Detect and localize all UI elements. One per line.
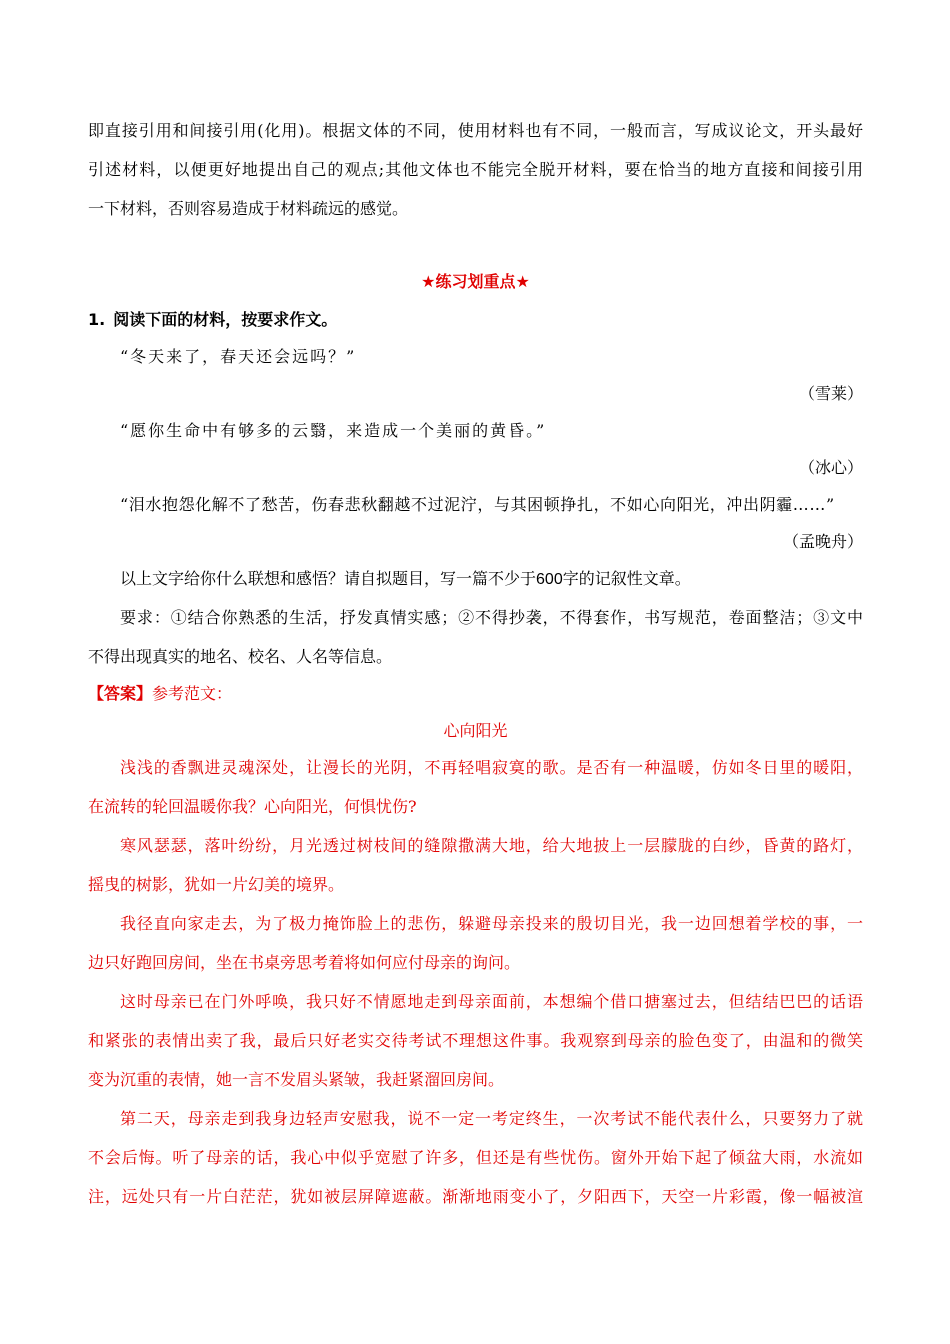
essay-line-5: 我径直向家走去，为了极力掩饰脸上的悲伤，躲避母亲投来的殷切目光，我一边回想着学校的事，一 — [120, 914, 863, 933]
essay-title: 心向阳光 — [443, 721, 508, 740]
essay-line-9: 变为沉重的表情，她一言不发眉头紧皱，我赶紧溜回房间。 — [88, 1070, 505, 1089]
section-title: ★练习划重点★ — [421, 272, 530, 291]
intro-line-1: 即直接引用和间接引用(化用)。根据文体的不同，使用材料也有不同，一般而言，写成议论文，开头最好 — [88, 121, 863, 140]
essay-line-3: 寒风瑟瑟，落叶纷纷，月光透过树枝间的缝隙撒满大地，给大地披上一层朦胧的白纱，昏黄的路灯， — [120, 836, 863, 855]
essay-line-11: 不会后悔。听了母亲的话，我心中似乎宽慰了许多，但还是有些忧伤。窗外开始下起了倾盆大雨，水流如 — [88, 1148, 863, 1167]
quote-3-text: “泪水抱怨化解不了愁苦，伤春悲秋翻越不过泥泞，与其困顿挣扎，不如心向阳光，冲出阴霾……” — [120, 495, 835, 514]
essay-line-8: 和紧张的表情出卖了我，最后只好老实交待考试不理想这件事。我观察到母亲的脸色变了，由温和的微笑 — [88, 1031, 863, 1050]
question-number: 1. — [88, 310, 106, 329]
quote-2-author: （冰心） — [798, 458, 863, 477]
intro-line-3: 一下材料，否则容易造成于材料疏远的感觉。 — [88, 199, 409, 218]
quote-3-author: （孟晚舟） — [782, 532, 863, 551]
answer-label-tag: 【答案】 — [88, 684, 153, 703]
essay-line-2: 在流转的轮回温暖你我？心向阳光，何惧忧伤? — [88, 797, 417, 816]
essay-line-4: 摇曳的树影，犹如一片幻美的境界。 — [88, 875, 345, 894]
quote-1-author: （雪莱） — [798, 384, 863, 403]
essay-line-10: 第二天，母亲走到我身边轻声安慰我，说不一定一考定终生，一次考试不能代表什么，只要努力了就 — [120, 1109, 863, 1128]
quote-1-text: “冬天来了，春天还会远吗？” — [120, 347, 357, 366]
question-prompt: 阅读下面的材料，按要求作文。 — [113, 310, 338, 329]
answer-label — [88, 683, 863, 705]
answer-label-suffix: 参考范文： — [152, 684, 233, 703]
requirements-line-1: 要求：①结合你熟悉的生活，抒发真情实感；②不得抄袭，不得套作，书写规范，卷面整洁；③文中 — [120, 608, 863, 627]
question-heading — [88, 309, 863, 331]
task-pre: 以上文字给你什么联想和感悟？请自拟题目，写一篇不少于 — [120, 569, 537, 588]
task-line — [120, 568, 863, 591]
essay-line-1: 浅浅的香飘进灵魂深处，让漫长的光阴，不再轻唱寂寞的歌。是否有一种温暖，仿如冬日里的暖阳， — [120, 758, 863, 777]
essay-line-12: 注，远处只有一片白茫茫，犹如被层屏障遮蔽。渐渐地雨变小了，夕阳西下，天空一片彩霞，像一幅被渲 — [88, 1187, 863, 1206]
requirements-line-2: 不得出现真实的地名、校名、人名等信息。 — [88, 647, 393, 666]
intro-line-2: 引述材料，以便更好地提出自己的观点;其他文体也不能完全脱开材料，要在恰当的地方直接和间接引用 — [88, 160, 863, 179]
quote-2-text: “愿你生命中有够多的云翳，来造成一个美丽的黄昏。” — [120, 421, 547, 440]
essay-line-7: 这时母亲已在门外呼唤，我只好不情愿地走到母亲面前，本想编个借口搪塞过去，但结结巴巴的话语 — [120, 992, 863, 1011]
task-word-count: 600 — [536, 571, 563, 588]
task-post: 字的记叙性文章。 — [562, 569, 691, 588]
essay-line-6: 边只好跑回房间，坐在书桌旁思考着将如何应付母亲的询问。 — [88, 953, 521, 972]
